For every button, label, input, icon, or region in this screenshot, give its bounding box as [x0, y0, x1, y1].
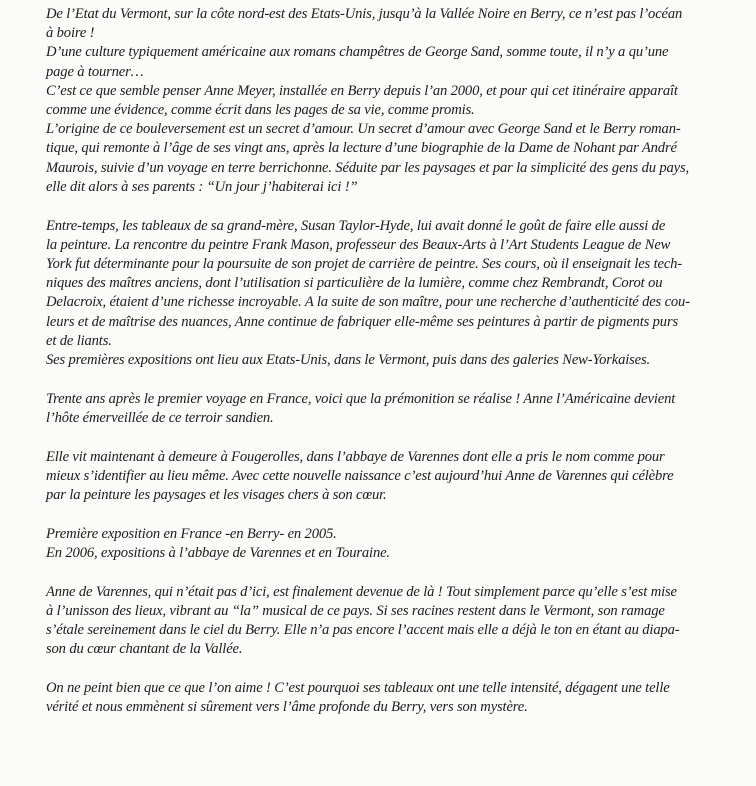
text-line: comme une évidence, comme écrit dans les pages de sa vie, comme promis.	[46, 102, 475, 119]
paragraph-training	[46, 217, 726, 371]
body-text	[46, 5, 726, 717]
text-line: leurs et de maîtrise des nuances, Anne continue de fabriquer elle-même ses peintures à partir de pigments purs	[46, 313, 679, 330]
text-line: vérité et nous emmènent si sûrement vers l’âme profonde du Berry, vers son mystère.	[46, 699, 528, 716]
text-line: la peinture. La rencontre du peintre Frank Mason, professeur des Beaux-Arts à l’Art Students League de New	[46, 236, 671, 253]
text-line: s’étale sereinement dans le ciel du Berry. Elle n’a pas encore l’accent mais elle a déjà le ton en étant au diapa-	[46, 621, 680, 638]
text-line: Anne de Varennes, qui n’était pas d’ici, est finalement devenue de là ! Tout simplement parce qu’elle s’est mise	[46, 583, 677, 600]
text-line: page à tourner…	[46, 63, 144, 80]
text-line: Delacroix, étaient d’une richesse incroyable. A la suite de son maître, pour une recherche d’authenticité des cou-	[46, 294, 690, 311]
text-line: York fut déterminante pour la poursuite de son projet de carrière de peintre. Ses cours, où il enseignait les tech-	[46, 255, 682, 272]
text-line: On ne peint bien que ce que l’on aime ! C’est pourquoi ses tableaux ont une telle intensité, dégagent une telle	[46, 679, 670, 696]
text-line: elle dit alors à ses parents : “Un jour j’habiterai ici !”	[46, 178, 358, 195]
text-line: Maurois, suivie d’un voyage en terre berrichonne. Séduite par les paysages et par la simplicité des gens du pays,	[46, 159, 690, 176]
text-line: Elle vit maintenant à demeure à Fougerolles, dans l’abbaye de Varennes dont elle a pris le nom comme pour	[46, 448, 665, 465]
text-line: niques des maîtres anciens, dont l’utilisation si particulière de la lumière, comme chez Rembrandt, Corot ou	[46, 275, 663, 292]
text-line: à boire !	[46, 25, 95, 42]
text-line: et de liants.	[46, 332, 112, 349]
text-line: son du cœur chantant de la Vallée.	[46, 641, 243, 658]
text-line: Entre-temps, les tableaux de sa grand-mère, Susan Taylor-Hyde, lui avait donné le goût de faire elle aussi de	[46, 217, 666, 234]
text-line: C’est ce que semble penser Anne Meyer, installée en Berry depuis l’an 2000, et pour qui cet itinéraire apparaît	[46, 82, 678, 99]
text-line: l’hôte émerveillée de ce terroir sandien.	[46, 409, 274, 426]
text-line: En 2006, expositions à l’abbaye de Varennes et en Touraine.	[46, 544, 390, 561]
paragraph-closing	[46, 679, 726, 717]
text-line: Trente ans après le premier voyage en France, voici que la prémonition se réalise ! Anne l’Américaine devient	[46, 390, 676, 407]
text-line: tique, qui remonte à l’âge de ses vingt ans, après la lecture d’une biographie de la Dame de Nohant par André	[46, 140, 677, 157]
paragraph-intro	[46, 5, 726, 197]
paragraph-unison	[46, 583, 726, 660]
paragraph-fougerolles	[46, 448, 726, 506]
paragraph-exhibitions	[46, 525, 726, 563]
paragraph-premonition	[46, 390, 726, 428]
text-line: De l’Etat du Vermont, sur la côte nord-est des Etats-Unis, jusqu’à la Vallée Noire en Berry, ce n’est pas l’océan	[46, 6, 683, 22]
text-line: L’origine de ce bouleversement est un secret d’amour. Un secret d’amour avec George Sand et le Berry roman-	[46, 121, 681, 138]
text-line: par la peinture les paysages et les visages chers à son cœur.	[46, 486, 387, 503]
text-line: D’une culture typiquement américaine aux romans champêtres de George Sand, somme toute, il n’y a qu’une	[46, 44, 669, 61]
text-line: Ses premières expositions ont lieu aux Etats-Unis, dans le Vermont, puis dans des galeries New-Yorkaises.	[46, 351, 651, 368]
text-line: Première exposition en France -en Berry- en 2005.	[46, 525, 337, 542]
text-line: mieux s’identifier au lieu même. Avec cette nouvelle naissance c’est aujourd’hui Anne de Varennes qui célèbre	[46, 467, 674, 484]
text-line: à l’unisson des lieux, vibrant au “la” musical de ce pays. Si ses racines restent dans le Vermont, son ramage	[46, 602, 665, 619]
